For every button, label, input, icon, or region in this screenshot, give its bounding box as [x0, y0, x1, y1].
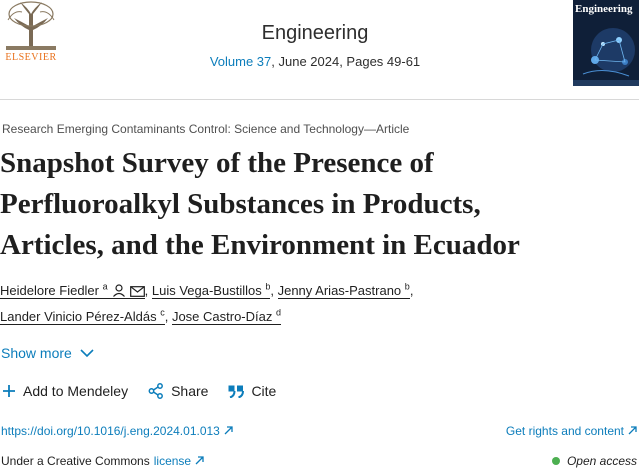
external-link-icon [628, 424, 637, 438]
author-link[interactable] [278, 283, 410, 299]
doi-text: https://doi.org/10.1016/j.eng.2024.01.013 [1, 424, 220, 438]
publisher-name: ELSEVIER [5, 52, 57, 63]
author-list: Heidelore Fiedler $^a$ , Luis Vega-Bustillos $^b$, Jenny Arias-Pastrano $^b$, Lander Vinicio Pérez-Aldás $^c$, Jose Castro-Díaz $^d$ [0, 281, 414, 324]
external-link-icon [224, 424, 233, 438]
journal-info [200, 22, 430, 71]
share-icon [148, 383, 164, 399]
volume-link[interactable]: Volume 37 [209, 54, 272, 69]
external-link-icon [195, 454, 204, 468]
open-access-dot-icon [552, 457, 560, 465]
rights-text: Get rights and content [505, 424, 624, 438]
author-name: Jose Castro-Díaz [171, 309, 273, 324]
article-title [0, 143, 600, 266]
affiliation-marker: c [160, 307, 165, 318]
author-name: Jenny Arias-Pastrano [277, 283, 402, 298]
mendeley-label: Add to Mendeley [23, 383, 129, 399]
license-line [1, 454, 204, 468]
person-icon [112, 281, 126, 305]
author-name: Lander Vinicio Pérez-Aldás [0, 309, 157, 324]
quote-icon [228, 385, 244, 398]
show-more-button[interactable] [1, 345, 94, 361]
open-access-label: Open access [566, 454, 637, 468]
author-link[interactable] [172, 309, 281, 325]
title-line: Perfluoroalkyl Substances in Products, [0, 188, 481, 220]
elsevier-logo[interactable] [0, 0, 62, 72]
title-line: Articles, and the Environment in Ecuador [0, 229, 520, 261]
affiliation-marker: d [275, 307, 281, 318]
page-header [0, 0, 639, 100]
cite-button[interactable] [228, 383, 276, 399]
journal-title[interactable]: Engineering [261, 22, 369, 44]
envelope-icon[interactable] [130, 281, 145, 305]
affiliation-marker: a [102, 281, 108, 292]
cover-title: Engineering [575, 3, 633, 15]
journal-cover-image[interactable] [573, 0, 639, 86]
add-to-mendeley-button[interactable] [2, 383, 128, 399]
issue-line [210, 54, 420, 69]
doi-link[interactable] [1, 424, 233, 438]
share-label: Share [171, 383, 209, 399]
license-link[interactable]: license [153, 454, 192, 468]
share-button[interactable] [148, 383, 208, 399]
license-prefix: Under a Creative Commons [1, 454, 150, 468]
author-link[interactable] [152, 283, 270, 299]
show-more-label: Show more [1, 345, 72, 361]
open-access-badge [552, 454, 637, 468]
author-name: Heidelore Fiedler [0, 283, 99, 298]
article-actions [2, 383, 296, 399]
rights-link[interactable] [506, 424, 637, 438]
author-link[interactable] [0, 309, 165, 325]
author-name: Luis Vega-Bustillos [151, 283, 262, 298]
author-link[interactable] [0, 283, 145, 299]
title-line: Snapshot Survey of the Presence of [0, 147, 434, 179]
chevron-down-icon [80, 345, 94, 361]
issue-details: , June 2024, Pages 49-61 [271, 54, 421, 69]
article-type-line: Research Emerging Contaminants Control: Science and Technology—Article [2, 122, 410, 136]
cite-label: Cite [251, 383, 277, 399]
plus-icon [2, 384, 16, 398]
affiliation-marker: b [265, 281, 271, 292]
affiliation-marker: b [404, 281, 410, 292]
